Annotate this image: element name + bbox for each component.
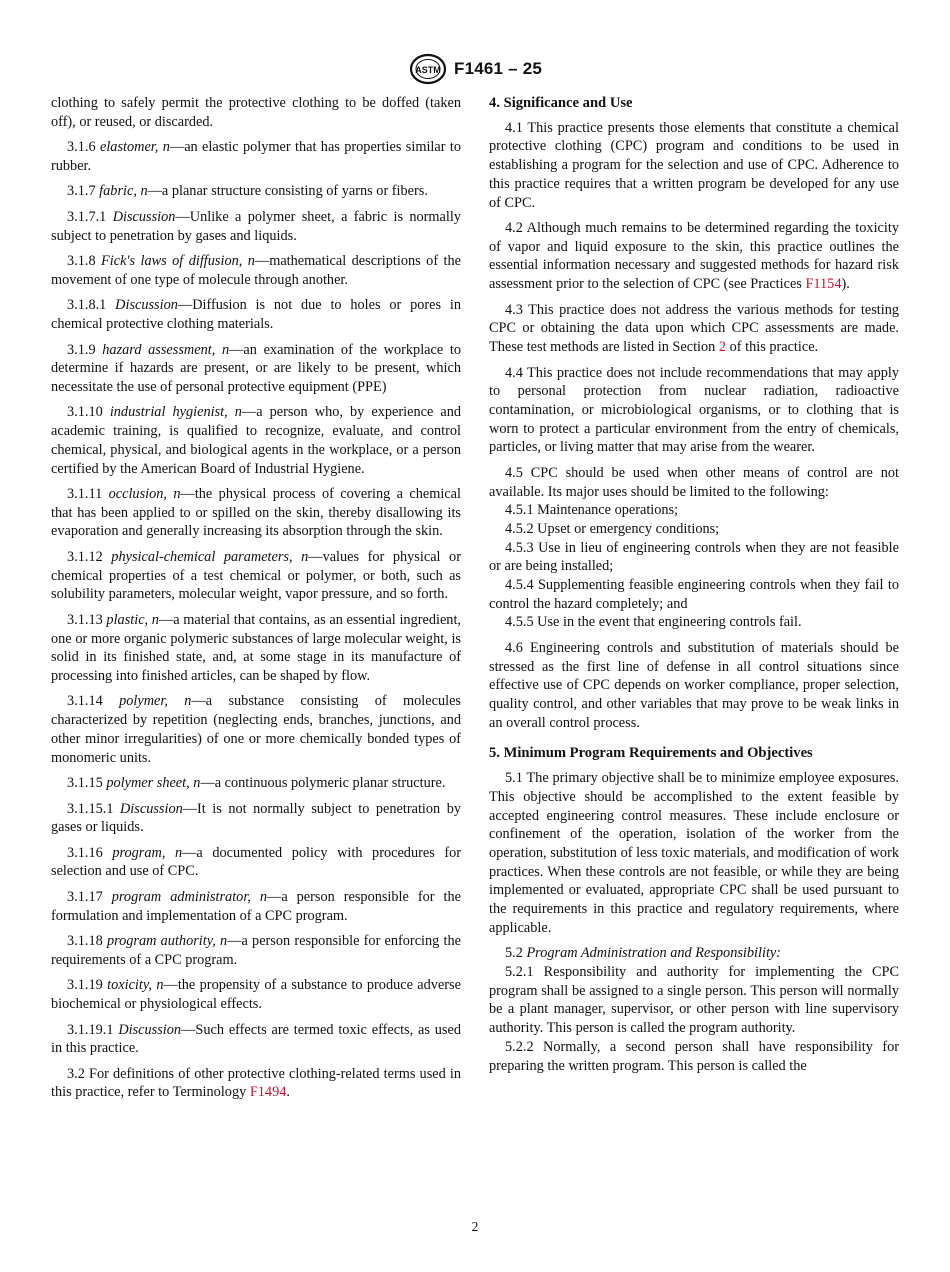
link-f1154[interactable]: F1154 xyxy=(805,276,842,293)
discussion-fabric: 3.1.7.1 Discussion—Unlike a polymer sheet, a fabric is normally subject to penetration by gases and liquids. xyxy=(51,208,461,244)
discussion-diffusion: 3.1.8.1 Discussion—Diffusion is not due to holes or pores in chemical protective clothing materials. xyxy=(51,297,461,333)
paragraph-5-1: 5.1 The primary objective shall be to minimize employee exposures. This objective should be accomplished to the extent feasible by accepted engineering control measures. These include enclosure or confinement of the operation, isolation of the worker from the operation, substitution of less toxic materials, and modification of work practices. When these controls are not feasible, or while they are being implemented or evaluated, appropriate CPC shall be used pursuant to the requirements in this practice and regulatory requirements, where applicable. xyxy=(489,770,899,936)
discussion-toxicity: 3.1.19.1 Discussion—Such effects are termed toxic effects, as used in this practice. xyxy=(51,1021,461,1057)
paragraph-4-5-3: 4.5.3 Use in lieu of engineering controls when they are not feasible or are being installed; xyxy=(489,539,899,575)
definition-elastomer: 3.1.6 elastomer, n—an elastic polymer that has properties similar to rubber. xyxy=(51,139,461,174)
svg-text:ASTM: ASTM xyxy=(415,65,441,75)
definition-occlusion: 3.1.11 occlusion, n—the physical process of covering a chemical that has been applied to or spilled on the skin, thereby disallowing its evaporation and generally increasing its absorption through the skin. xyxy=(51,486,461,540)
left-column xyxy=(51,94,461,1109)
definition-fabric: 3.1.7 fabric, n—a planar structure consisting of yarns or fibers. xyxy=(67,183,428,200)
definition-physical-chemical-parameters: 3.1.12 physical-chemical parameters, n—values for physical or chemical properties of a test chemical or polymer, or both, such as solubility parameters, molecular weight, vapor pressure, and so forth. xyxy=(51,548,461,603)
paragraph-4-5: 4.5 CPC should be used when other means of control are not available. Its major uses should be limited to the following: xyxy=(489,464,899,500)
definition-program: 3.1.16 program, n—a documented policy with procedures for selection and use of CPC. xyxy=(51,844,461,880)
paragraph-4-5-1: 4.5.1 Maintenance operations; xyxy=(505,502,679,519)
paragraph-5-2: 5.2 Program Administration and Responsibility: xyxy=(505,945,782,962)
paragraph-5-2-2: 5.2.2 Normally, a second person shall have responsibility for preparing the written program. This person is called the xyxy=(489,1038,899,1074)
definition-program-authority: 3.1.18 program authority, n—a person responsible for enforcing the requirements of a CPC program. xyxy=(51,933,461,968)
definition-hazard-assessment: 3.1.9 hazard assessment, n—an examination of the workplace to determine if hazards are present, or are likely to be present, which necessitate the use of personal protective equipment (PPE) xyxy=(51,341,462,395)
definition-plastic: 3.1.13 plastic, n—a material that contains, as an essential ingredient, one or more organic polymeric substances of large molecular weight, is solid in its finished state, and, at some stage in its manufacture of processing into finished articles, can be shaped by flow. xyxy=(51,611,461,684)
paragraph-4-5-4: 4.5.4 Supplementing feasible engineering controls when they fail to control the hazard completely; and xyxy=(489,577,899,612)
definition-program-administrator: 3.1.17 program administrator, n—a person responsible for the formulation and implementation of a CPC program. xyxy=(51,888,461,924)
paragraph-3-2: 3.2 For definitions of other protective clothing-related terms used in this practice, refer to Terminology F1494. xyxy=(51,1065,461,1101)
definition-polymer: 3.1.14 polymer, n—a substance consisting of molecules characterized by repetition (neglecting ends, branches, junctions, and other minor irregularities) of one or more chemically bonded types of monomeric units. xyxy=(51,693,461,766)
paragraph-4-5-5: 4.5.5 Use in the event that engineering controls fail. xyxy=(505,614,802,631)
section-4-heading: 4. Significance and Use xyxy=(489,95,633,111)
astm-logo-icon xyxy=(408,53,448,85)
right-column xyxy=(489,94,899,1075)
discussion-polymer-sheet: 3.1.15.1 Discussion—It is not normally subject to penetration by gases or liquids. xyxy=(51,800,461,836)
definition-polymer-sheet: 3.1.15 polymer sheet, n—a continuous polymeric planar structure. xyxy=(67,775,446,792)
page-header xyxy=(0,52,950,86)
document-designation: F1461 – 25 xyxy=(453,59,542,78)
link-f1494[interactable]: F1494 xyxy=(249,1084,287,1101)
paragraph-4-4: 4.4 This practice does not include recommendations that may apply to personal protection from nuclear radiation, radioactive contamination, or microbiological organisms, or to clothing that is worn to protect a particular environment from the entry of chemicals, particles, or living matter that may arise from the wearer. xyxy=(489,364,899,456)
paragraph-4-1: 4.1 This practice presents those elements that constitute a chemical protective clothing (CPC) program and conditions to be used in establishing a program for the selection and use of CPC. Adherence to this practice requires that a written program be developed for any use of CPC. xyxy=(489,119,899,211)
link-section-2[interactable]: 2 xyxy=(718,339,727,356)
paragraph-4-6: 4.6 Engineering controls and substitution of materials should be stressed as the first line of defense in all control situations since effective use of CPC depends on worker compliance, proper selection, quality control, and other variables that may prove to be weak links in an overall control process. xyxy=(489,639,899,731)
definition-industrial-hygienist: 3.1.10 industrial hygienist, n—a person who, by experience and academic training, is qualified to recognize, evaluate, and control chemical, physical, and biological agents in the workplace, or a person certified by the American Board of Industrial Hygiene. xyxy=(51,404,461,477)
page-number: 2 xyxy=(471,1219,479,1234)
section-5-heading: 5. Minimum Program Requirements and Objectives xyxy=(489,745,813,762)
paragraph-4-3: 4.3 This practice does not address the various methods for testing CPC or obtaining the data upon which CPC assessments are made. These test methods are listed in Section 2 of this practice. xyxy=(489,301,899,356)
paragraph-5-2-1: 5.2.1 Responsibility and authority for implementing the CPC program shall be assigned to a single person. This person will normally be a plant manager, supervisor, or other person with line supervisory authority. This person is called the program authority. xyxy=(489,964,899,1037)
definition-toxicity: 3.1.19 toxicity, n—the propensity of a substance to produce adverse biochemical or physiological effects. xyxy=(51,977,461,1013)
paragraph-4-2: 4.2 Although much remains to be determined regarding the toxicity of vapor and liquid exposure to the skin, this practice outlines the essential information necessary and suggested methods for hazard risk assessment prior to the selection of CPC (see Practices F1154). xyxy=(489,220,899,293)
continuation-paragraph: clothing to safely permit the protective clothing to be doffed (taken off), or reused, or discarded. xyxy=(51,95,461,130)
definition-ficks-laws: 3.1.8 Fick's laws of diffusion, n—mathematical descriptions of the movement of one type of molecule through another. xyxy=(51,253,461,288)
paragraph-4-5-2: 4.5.2 Upset or emergency conditions; xyxy=(505,520,720,537)
